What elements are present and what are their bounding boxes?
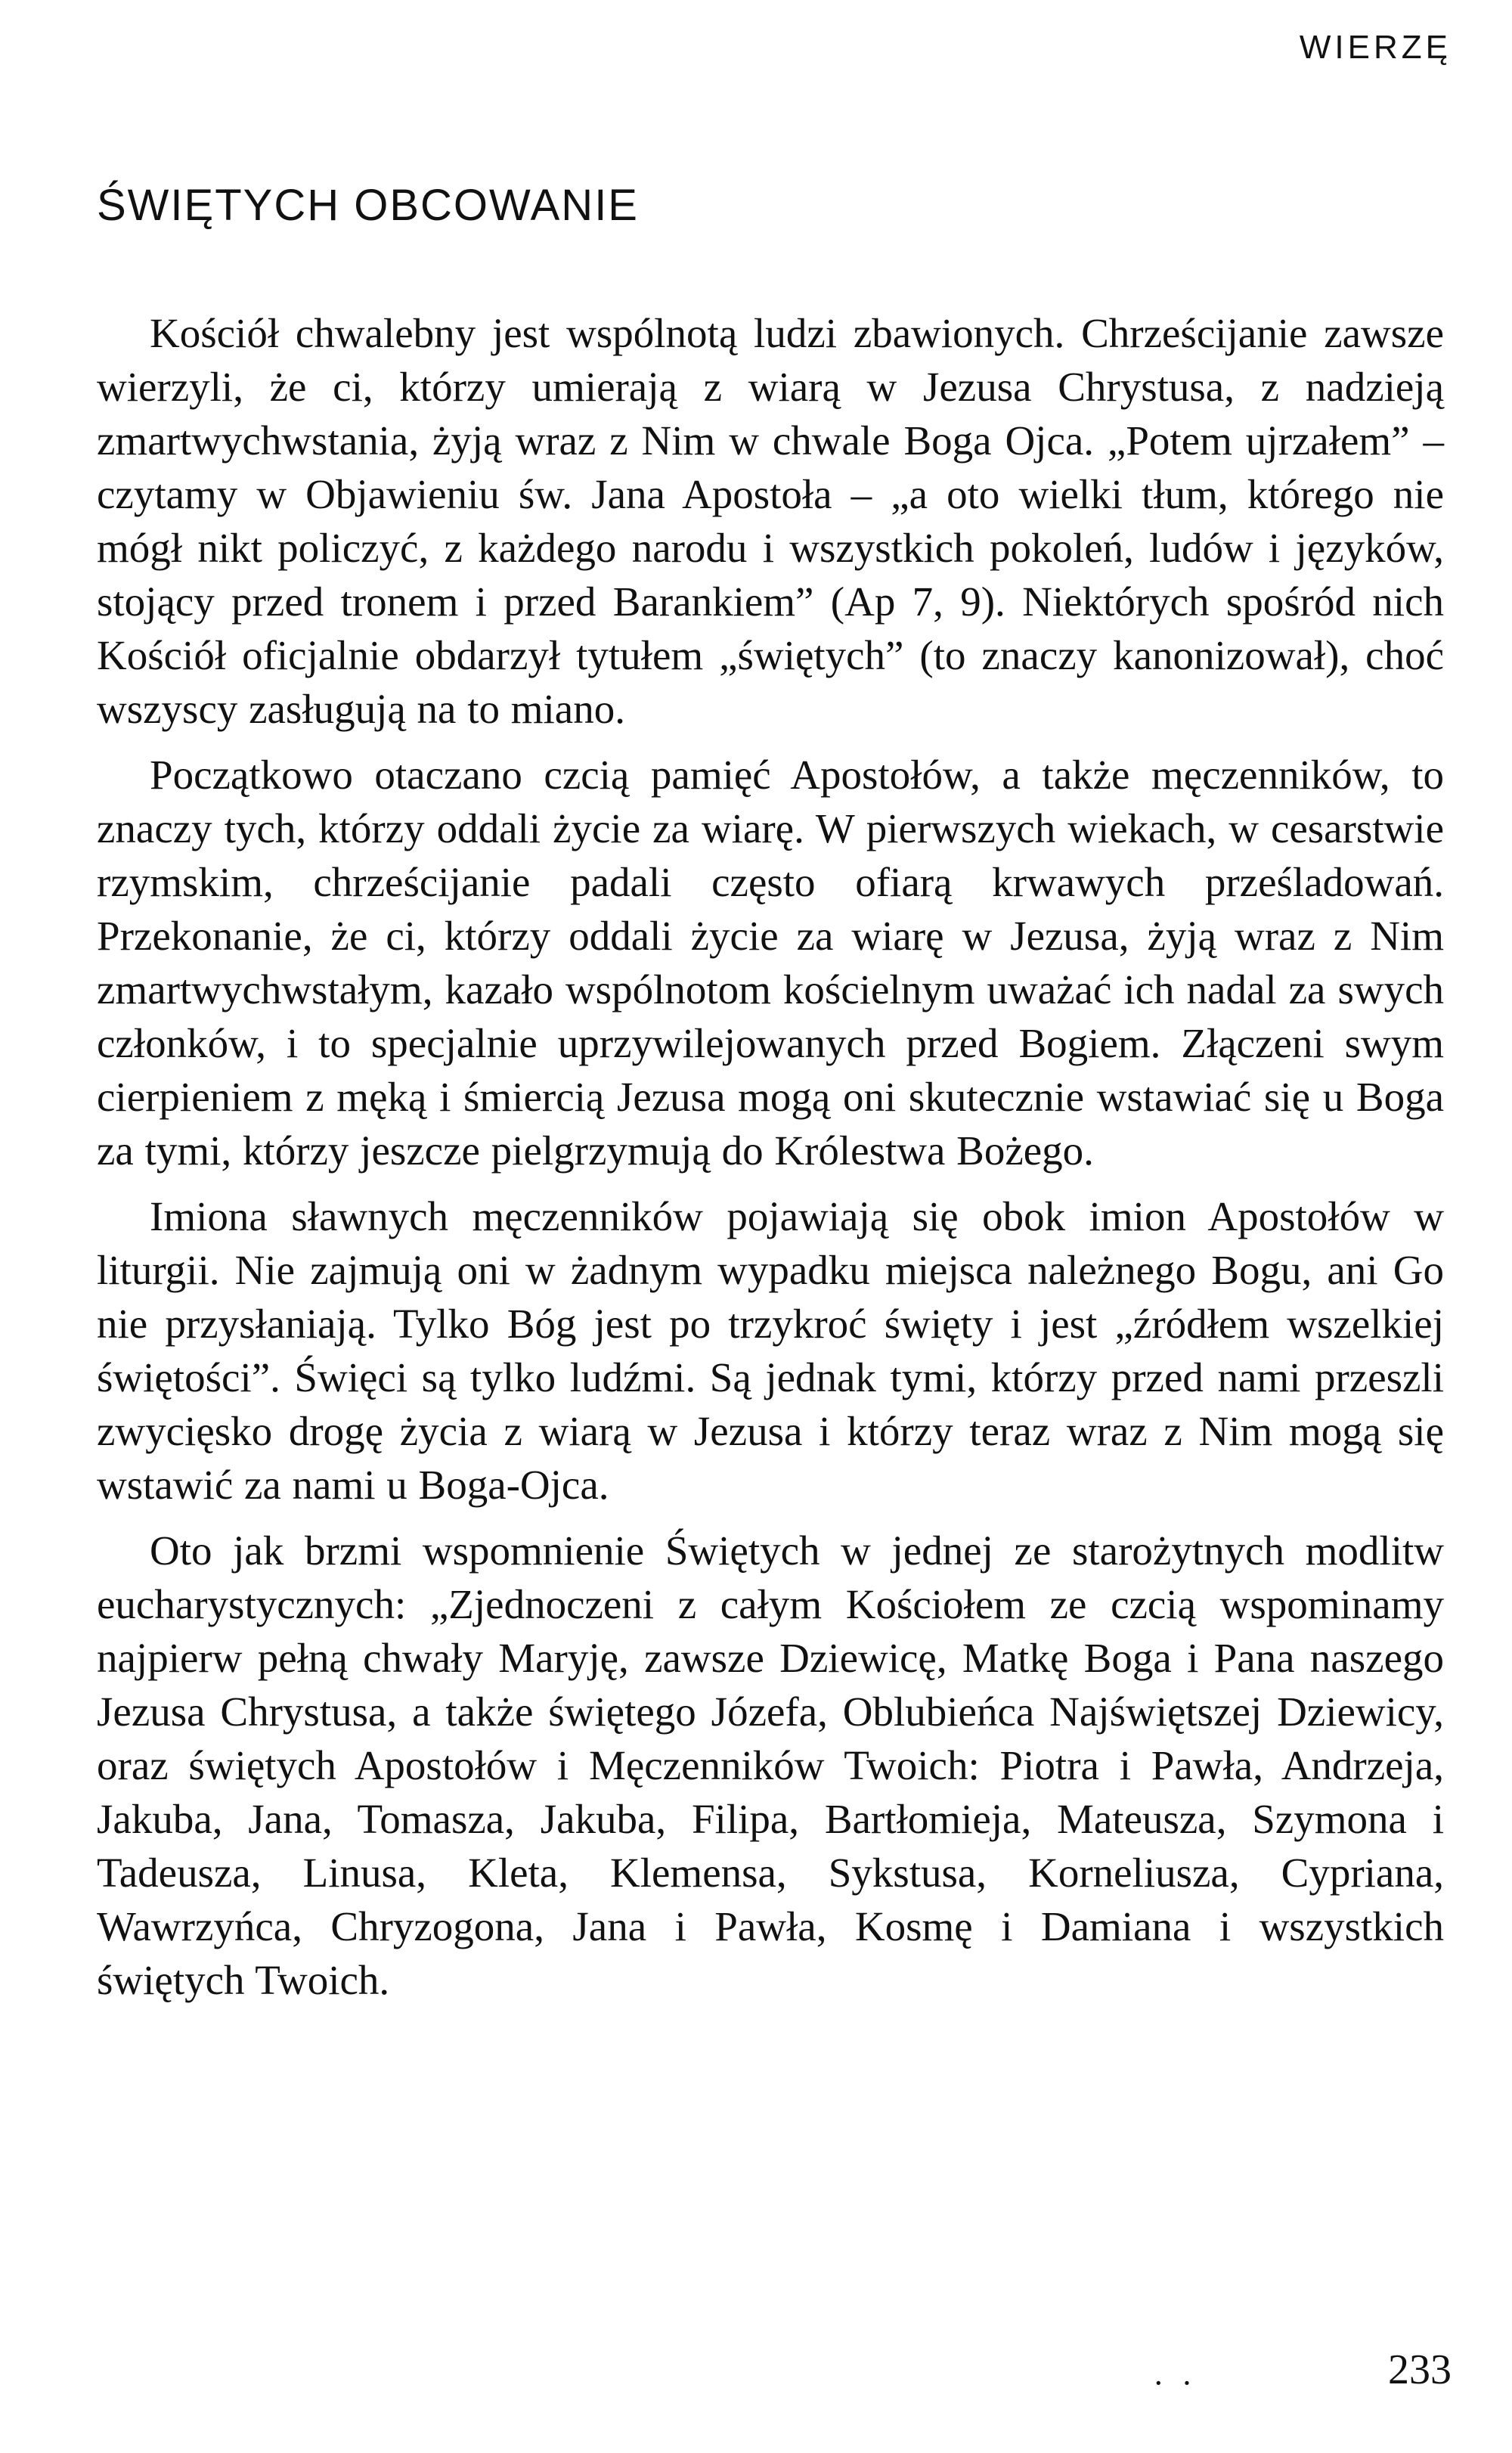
section-title: ŚWIĘTYCH OBCOWANIE: [97, 181, 639, 230]
body-text: [97, 306, 1444, 2019]
running-head: WIERZĘ: [1299, 29, 1452, 66]
folio-marks: · ·: [1153, 2365, 1198, 2402]
paragraph: Kościół chwalebny jest wspólnotą ludzi zbawionych. Chrześcijanie zawsze wierzyli, że ci, którzy umierają z wiarą w Jezusa Chrystusa, z nadzieją zmartwychwstania, żyją wraz z Nim w chwale Boga Ojca. „Potem ujrzałem” – czytamy w Objawieniu św. Jana Apostoła – „a oto wielki tłum, którego nie mógł nikt policzyć, z każdego narodu i wszystkich pokoleń, ludów i języków, stojący przed tronem i przed Barankiem” (Ap 7, 9). Niektórych spośród nich Kościół oficjalnie obdarzył tytułem „świętych” (to znaczy kanonizował), choć wszyscy zasługują na to miano.: [97, 310, 1444, 732]
paragraph: Oto jak brzmi wspomnienie Świętych w jednej ze starożytnych modlitw eucharystycznych: „Zjednoczeni z całym Kościołem ze czcią wspominamy najpierw pełną chwały Maryję, zawsze Dziewicę, Matkę Boga i Pana naszego Jezusa Chrystusa, a także świętego Józefa, Oblubieńca Najświętszej Dziewicy, oraz świętych Apostołów i Męczenników Twoich: Piotra i Pawła, Andrzeja, Jakuba, Jana, Tomasza, Jakuba, Filipa, Bartłomieja, Mateusza, Szymona i Tadeusza, Linusa, Kleta, Klemensa, Sykstusa, Korneliusza, Cypriana, Wawrzyńca, Chryzogona, Jana i Pawła, Kosmę i Damiana i wszystkich świętych Twoich.: [97, 1527, 1444, 2003]
paragraph: Imiona sławnych męczenników pojawiają się obok imion Apostołów w liturgii. Nie zajmują oni w żadnym wypadku miejsca należnego Bogu, ani Go nie przysłaniają. Tylko Bóg jest po trzykroć święty i jest „źródłem wszelkiej świętości”. Święci są tylko ludźmi. Są jednak tymi, którzy przed nami przeszli zwycięsko drogę życia z wiarą w Jezusa i którzy teraz wraz z Nim mogą się wstawić za nami u Boga-Ojca.: [97, 1193, 1444, 1508]
paragraph: Początkowo otaczano czcią pamięć Apostołów, a także męczenników, to znaczy tych, którzy oddali życie za wiarę. W pierwszych wiekach, w cesarstwie rzymskim, chrześcijanie padali często ofiarą krwawych prześladowań. Przekonanie, że ci, którzy oddali życie za wiarę w Jezusa, żyją wraz z Nim zmartwychwstałym, kazało wspólnotom kościelnym uważać ich nadal za swych członków, i to specjalnie uprzywilejowanych przed Bogiem. Złączeni swym cierpieniem z męką i śmiercią Jezusa mogą oni skutecznie wstawiać się u Boga za tymi, którzy jeszcze pielgrzymują do Królestwa Bożego.: [97, 752, 1444, 1174]
page-number: 233: [1388, 2346, 1452, 2393]
